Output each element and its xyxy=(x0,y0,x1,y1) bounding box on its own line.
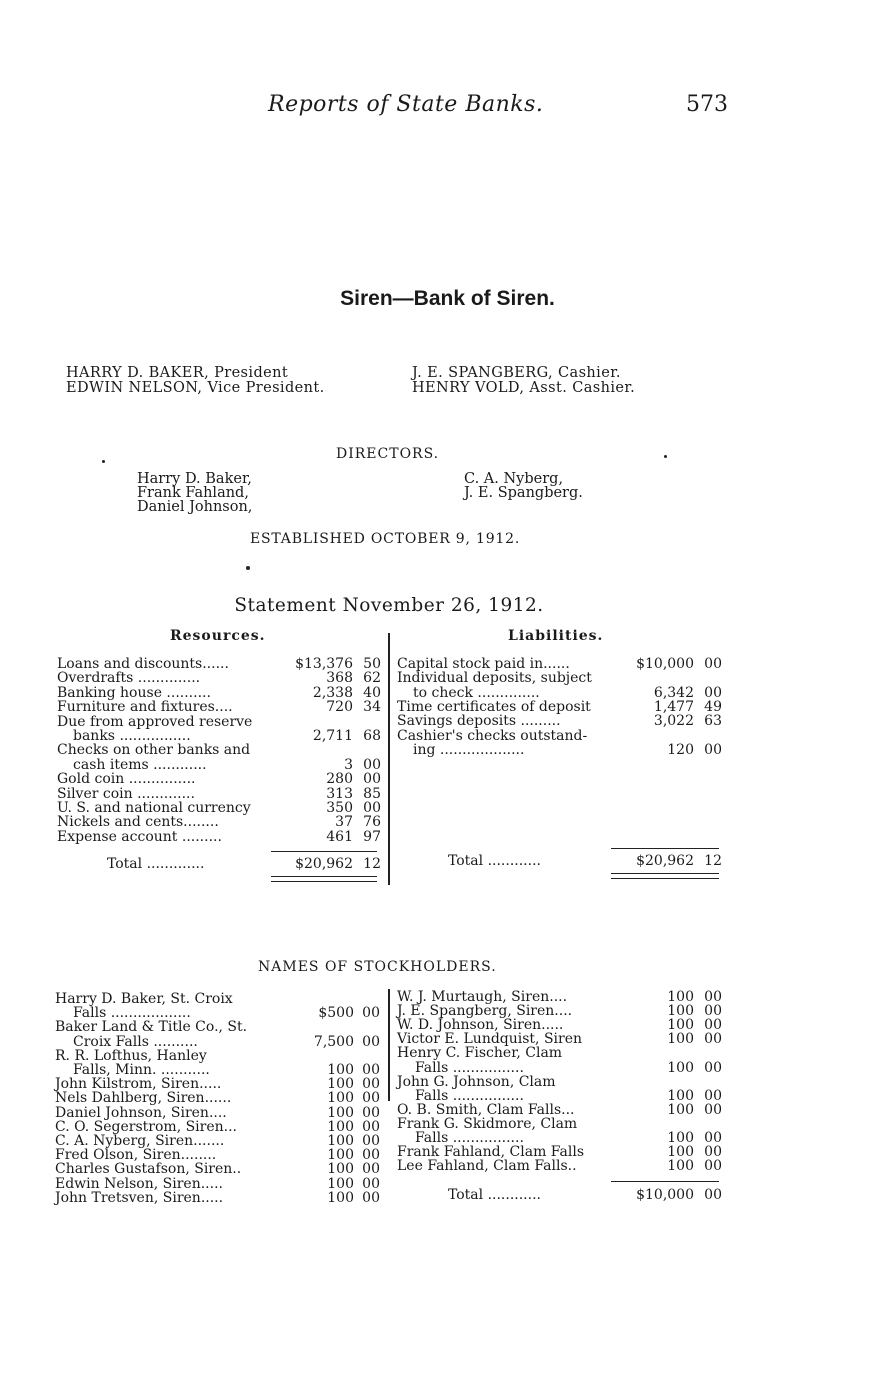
row-label: Gold coin ............... xyxy=(57,771,196,788)
row-amount-dollars: $500 xyxy=(318,1005,354,1022)
liabilities-total-double-rule xyxy=(611,873,719,879)
row-amount-dollars: $13,376 xyxy=(295,656,353,672)
row-amount-cents: 00 xyxy=(704,1144,722,1161)
resources-total-double-rule xyxy=(271,876,377,882)
row-label: Harry D. Baker, St. Croix xyxy=(55,991,233,1007)
row-amount-cents: 00 xyxy=(704,1187,722,1203)
row-amount-dollars: 100 xyxy=(327,1104,354,1121)
officer-vice-president: EDWIN NELSON, Vice President. xyxy=(66,380,325,396)
stockholders-heading: NAMES OF STOCKHOLDERS. xyxy=(258,959,497,975)
row-label: Furniture and fixtures.... xyxy=(57,699,233,716)
row-amount-cents: 50 xyxy=(363,656,381,672)
row-label: Total ............ xyxy=(448,1187,541,1203)
row-amount-dollars: 6,342 xyxy=(653,684,694,701)
row-amount-dollars: 100 xyxy=(327,1175,354,1192)
row-label: Edwin Nelson, Siren..... xyxy=(55,1175,223,1192)
row-label: Cashier's checks outstand- xyxy=(397,727,588,744)
row-amount-cents: 00 xyxy=(362,1175,380,1192)
row-label: Time certificates of deposit xyxy=(397,698,591,715)
row-amount-cents: 00 xyxy=(362,1005,380,1022)
director-name: Harry D. Baker, xyxy=(137,471,252,487)
row-amount-cents: 00 xyxy=(704,1031,722,1048)
officer-president: HARRY D. BAKER, President xyxy=(66,365,289,381)
stockholders-total-rule xyxy=(611,1181,719,1182)
page-number: 573 xyxy=(686,92,728,117)
row-amount-cents: 00 xyxy=(704,1059,722,1076)
row-amount-cents: 00 xyxy=(363,800,381,816)
row-amount-cents: 62 xyxy=(363,670,381,687)
row-amount-cents: 68 xyxy=(363,728,381,744)
row-amount-cents: 12 xyxy=(363,856,381,872)
row-amount-dollars: 100 xyxy=(667,1130,694,1146)
row-label: O. B. Smith, Clam Falls... xyxy=(397,1101,575,1118)
row-amount-dollars: 720 xyxy=(326,699,353,716)
row-label: cash items ............ xyxy=(73,756,207,773)
row-amount-dollars: 7,500 xyxy=(313,1033,354,1050)
row-amount-cents: 00 xyxy=(362,1133,380,1149)
resources-row xyxy=(0,830,895,845)
row-amount-cents: 49 xyxy=(704,698,722,715)
resources-total-rule xyxy=(271,851,377,852)
row-amount-dollars: 368 xyxy=(326,670,353,687)
row-amount-dollars: 461 xyxy=(326,828,353,845)
row-amount-cents: 00 xyxy=(704,1101,722,1118)
row-amount-cents: 00 xyxy=(704,656,722,672)
director-name: J. E. Spangberg. xyxy=(464,485,583,501)
row-label: to check .............. xyxy=(413,684,540,701)
row-label: Fred Olson, Siren........ xyxy=(55,1147,217,1164)
row-label: banks ................ xyxy=(73,728,191,744)
row-label: J. E. Spangberg, Siren.... xyxy=(397,1003,573,1020)
print-speck xyxy=(102,460,105,463)
stockholder-row xyxy=(0,1159,895,1174)
row-amount-dollars: 100 xyxy=(327,1090,354,1107)
row-label: Falls .................. xyxy=(73,1005,191,1022)
print-speck xyxy=(664,455,667,458)
row-amount-cents: 00 xyxy=(363,756,381,773)
row-amount-dollars: 100 xyxy=(667,1144,694,1161)
row-label: Due from approved reserve xyxy=(57,713,253,730)
row-amount-cents: 40 xyxy=(363,684,381,701)
row-amount-cents: 85 xyxy=(363,785,381,802)
row-label: Total ............ xyxy=(448,853,541,869)
row-label: Individual deposits, subject xyxy=(397,670,592,687)
row-amount-cents: 00 xyxy=(362,1189,380,1206)
row-label: Victor E. Lundquist, Siren xyxy=(397,1031,583,1048)
row-amount-dollars: 100 xyxy=(327,1118,354,1135)
row-amount-cents: 00 xyxy=(362,1076,380,1093)
row-label: Nickels and cents........ xyxy=(57,814,219,831)
print-speck xyxy=(246,566,250,570)
row-amount-dollars: 37 xyxy=(335,814,353,831)
row-label: John Kilstrom, Siren..... xyxy=(55,1076,222,1093)
row-amount-cents: 00 xyxy=(362,1118,380,1135)
row-label: Overdrafts .............. xyxy=(57,670,201,687)
liabilities-heading: Liabilities. xyxy=(508,628,604,644)
officer-cashier: J. E. SPANGBERG, Cashier. xyxy=(412,365,621,381)
row-label: John Tretsven, Siren..... xyxy=(55,1189,224,1206)
row-label: Daniel Johnson, Siren.... xyxy=(55,1104,227,1121)
row-label: C. A. Nyberg, Siren....... xyxy=(55,1133,225,1149)
page-header xyxy=(0,92,895,126)
row-label: Silver coin ............. xyxy=(57,785,195,802)
row-amount-dollars: 100 xyxy=(667,1031,694,1048)
row-label: Banking house .......... xyxy=(57,684,211,701)
row-amount-cents: 00 xyxy=(704,1130,722,1146)
director-name: Daniel Johnson, xyxy=(137,499,253,515)
row-amount-cents: 00 xyxy=(362,1033,380,1050)
directors-heading: DIRECTORS. xyxy=(336,446,440,462)
row-amount-dollars: $20,962 xyxy=(295,856,353,872)
statement-title: Statement November 26, 1912. xyxy=(234,595,544,616)
row-amount-dollars: 120 xyxy=(667,741,694,758)
director-name: Frank Fahland, xyxy=(137,485,249,501)
row-amount-dollars: 100 xyxy=(327,1161,354,1178)
row-amount-dollars: 100 xyxy=(667,1003,694,1020)
row-amount-cents: 00 xyxy=(704,741,722,758)
row-label: Lee Fahland, Clam Falls.. xyxy=(397,1158,577,1175)
row-amount-dollars: 2,711 xyxy=(312,728,353,744)
row-label: Savings deposits ......... xyxy=(397,713,561,730)
row-label: Falls, Minn. ........... xyxy=(73,1062,210,1078)
row-amount-dollars: 100 xyxy=(327,1062,354,1078)
liabilities-total-rule xyxy=(611,848,719,849)
row-amount-dollars: 1,477 xyxy=(653,698,694,715)
total-row xyxy=(0,854,895,869)
row-amount-cents: 00 xyxy=(362,1090,380,1107)
row-amount-dollars: 100 xyxy=(327,1076,354,1093)
row-amount-cents: 00 xyxy=(704,1003,722,1020)
row-amount-cents: 00 xyxy=(704,684,722,701)
row-amount-dollars: 100 xyxy=(327,1147,354,1164)
column-divider xyxy=(388,633,390,885)
row-label: Total ............. xyxy=(107,856,205,872)
row-amount-cents: 00 xyxy=(362,1104,380,1121)
row-amount-cents: 00 xyxy=(362,1147,380,1164)
liabilities-row xyxy=(0,714,895,729)
row-label: Baker Land & Title Co., St. xyxy=(55,1019,248,1036)
row-amount-dollars: 3,022 xyxy=(653,713,694,730)
row-label: Capital stock paid in...... xyxy=(397,656,570,672)
row-amount-dollars: 100 xyxy=(327,1189,354,1206)
row-label: Loans and discounts...... xyxy=(57,656,229,672)
row-amount-dollars: $10,000 xyxy=(636,1187,694,1203)
row-label: Croix Falls .......... xyxy=(73,1033,198,1050)
row-label: Expense account ......... xyxy=(57,828,222,845)
row-amount-dollars: 100 xyxy=(327,1133,354,1149)
director-name: C. A. Nyberg, xyxy=(464,471,564,487)
row-amount-cents: 34 xyxy=(363,699,381,716)
row-amount-dollars: 313 xyxy=(326,785,353,802)
total-row xyxy=(0,1188,895,1203)
row-label: W. D. Johnson, Siren..... xyxy=(397,1017,564,1034)
row-amount-dollars: 100 xyxy=(667,1017,694,1034)
row-label: Checks on other banks and xyxy=(57,742,251,759)
row-amount-dollars: 280 xyxy=(326,771,353,788)
row-amount-dollars: 100 xyxy=(667,1158,694,1175)
row-label: Falls ................ xyxy=(415,1059,524,1076)
row-label: ing ................... xyxy=(413,741,525,758)
row-amount-dollars: 100 xyxy=(667,989,694,1005)
row-amount-cents: 00 xyxy=(363,771,381,788)
row-amount-dollars: 100 xyxy=(667,1101,694,1118)
row-amount-dollars: 100 xyxy=(667,1087,694,1104)
row-label: Frank G. Skidmore, Clam xyxy=(397,1115,578,1132)
officer-asst-cashier: HENRY VOLD, Asst. Cashier. xyxy=(412,380,636,396)
row-label: R. R. Lofthus, Hanley xyxy=(55,1047,207,1064)
resources-row xyxy=(0,772,895,787)
row-amount-cents: 00 xyxy=(704,1017,722,1034)
row-label: W. J. Murtaugh, Siren.... xyxy=(397,989,568,1005)
row-label: Falls ................ xyxy=(415,1087,524,1104)
row-amount-cents: 63 xyxy=(704,713,722,730)
liabilities-row xyxy=(0,743,895,758)
row-amount-cents: 00 xyxy=(704,1158,722,1175)
established-date: ESTABLISHED OCTOBER 9, 1912. xyxy=(250,531,521,547)
resources-heading: Resources. xyxy=(170,628,266,644)
row-amount-cents: 12 xyxy=(704,853,722,869)
row-label: Charles Gustafson, Siren.. xyxy=(55,1161,242,1178)
row-label: C. O. Segerstrom, Siren... xyxy=(55,1118,238,1135)
row-amount-cents: 00 xyxy=(362,1161,380,1178)
row-amount-cents: 00 xyxy=(704,1087,722,1104)
bank-title: Siren—Bank of Siren. xyxy=(340,287,555,310)
row-label: Frank Fahland, Clam Falls xyxy=(397,1144,585,1161)
row-label: Henry C. Fischer, Clam xyxy=(397,1045,563,1062)
running-title: Reports of State Banks. xyxy=(268,92,544,117)
row-label: U. S. and national currency xyxy=(57,800,251,816)
row-amount-dollars: $10,000 xyxy=(636,656,694,672)
row-amount-dollars: 2,338 xyxy=(312,684,353,701)
row-amount-dollars: 350 xyxy=(326,800,353,816)
row-amount-cents: 00 xyxy=(704,989,722,1005)
row-label: John G. Johnson, Clam xyxy=(397,1073,556,1090)
row-label: Nels Dahlberg, Siren...... xyxy=(55,1090,232,1107)
stockholders-column-divider xyxy=(388,989,390,1101)
row-amount-cents: 97 xyxy=(363,828,381,845)
row-label: Falls ................ xyxy=(415,1130,524,1146)
row-amount-cents: 00 xyxy=(362,1062,380,1078)
row-amount-dollars: $20,962 xyxy=(636,853,694,869)
row-amount-dollars: 100 xyxy=(667,1059,694,1076)
row-amount-dollars: 3 xyxy=(344,756,353,773)
row-amount-cents: 76 xyxy=(363,814,381,831)
